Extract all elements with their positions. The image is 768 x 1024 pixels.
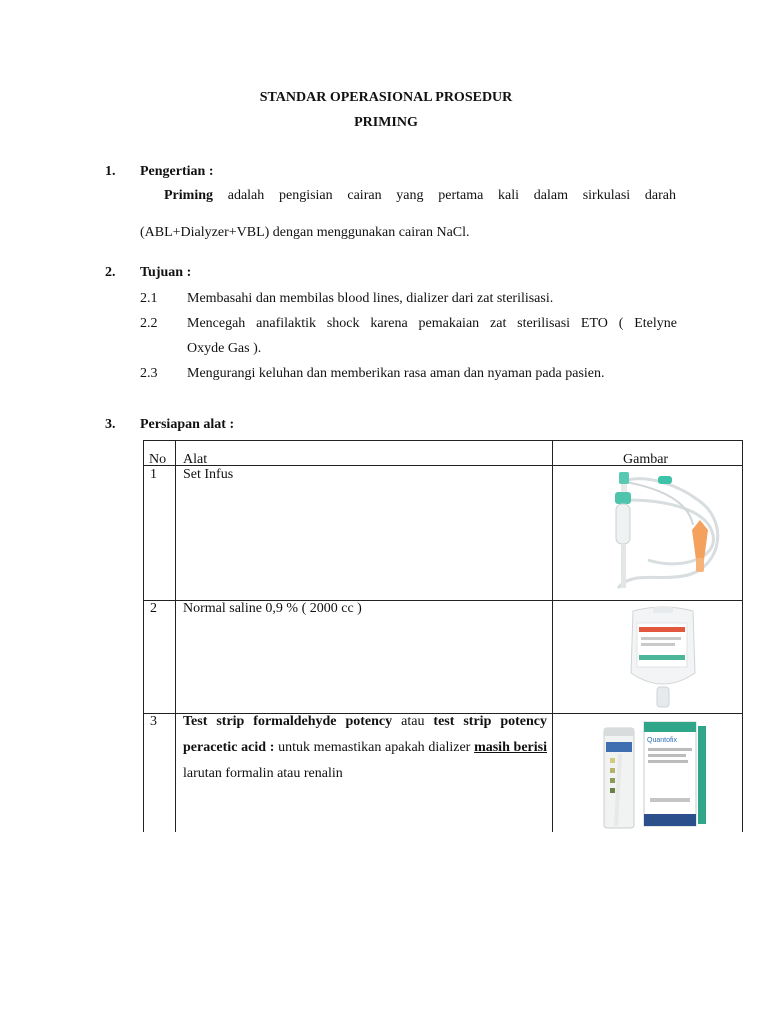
test-strip-image bbox=[598, 718, 708, 830]
definition-paragraph-line-1 bbox=[164, 188, 676, 204]
table-row-item bbox=[183, 709, 547, 787]
table-row-item: Set Infus bbox=[183, 467, 234, 482]
table-row-number: 3 bbox=[150, 714, 157, 729]
section-3-title: Persiapan alat : bbox=[140, 417, 235, 432]
table-row-item: Normal saline 0,9 % ( 2000 cc ) bbox=[183, 601, 362, 616]
table-border bbox=[742, 440, 743, 832]
document-subtitle: PRIMING bbox=[354, 115, 418, 130]
section-2-number: 2. bbox=[105, 265, 116, 280]
table-header-gambar: Gambar bbox=[623, 452, 669, 467]
table-border bbox=[175, 440, 176, 832]
equipment-table bbox=[143, 440, 743, 832]
definition-paragraph-line-2: (ABL+Dialyzer+VBL) dengan menggunakan cairan NaCl. bbox=[140, 225, 470, 240]
purpose-end-text: larutan formalin atau renalin bbox=[183, 766, 343, 781]
infusion-set-icon bbox=[588, 470, 738, 598]
table-row-number: 2 bbox=[150, 601, 157, 616]
table-border bbox=[143, 440, 144, 832]
saline-bag-icon bbox=[623, 603, 703, 711]
document-title: STANDAR OPERASIONAL PROSEDUR bbox=[259, 90, 513, 105]
goal-item-text: Mencegah anafilaktik shock karena pemakaian zat sterilisasi ETO ( Etelyne bbox=[187, 316, 677, 331]
section-2-title: Tujuan : bbox=[140, 265, 192, 280]
goal-item-text: Mengurangi keluhan dan memberikan rasa aman dan nyaman pada pasien. bbox=[187, 366, 605, 381]
section-1-number: 1. bbox=[105, 164, 116, 179]
goal-item-number: 2.3 bbox=[140, 366, 158, 381]
test-strip-peracetic-text: test strip potency peracetic acid : bbox=[183, 714, 547, 755]
table-header-alat: Alat bbox=[183, 452, 208, 467]
goal-item-text-continued: Oxyde Gas ). bbox=[187, 341, 262, 356]
test-strip-label: Quantofix bbox=[647, 737, 677, 744]
purpose-text: untuk memastikan apakah dializer bbox=[274, 740, 475, 755]
infusion-set-image bbox=[588, 470, 738, 598]
table-border bbox=[552, 440, 553, 832]
connector-text: atau bbox=[392, 714, 434, 729]
section-3-number: 3. bbox=[105, 417, 116, 432]
goal-item-text: Membasahi dan membilas blood lines, dializer dari zat sterilisasi. bbox=[187, 291, 554, 306]
table-row-number: 1 bbox=[150, 467, 157, 482]
table-border bbox=[143, 440, 743, 441]
masih-berisi-text: masih berisi bbox=[474, 740, 547, 755]
definition-text: adalah pengisian cairan yang pertama kali dalam sirkulasi darah bbox=[213, 188, 676, 203]
goal-item-number: 2.1 bbox=[140, 291, 158, 306]
table-header-no: No bbox=[149, 452, 167, 467]
section-1-title: Pengertian : bbox=[140, 164, 214, 179]
test-strip-icon bbox=[598, 718, 708, 830]
test-strip-formaldehyde-text: Test strip formaldehyde potency bbox=[183, 714, 393, 729]
saline-bag-image bbox=[623, 603, 703, 711]
definition-term: Priming bbox=[164, 188, 213, 203]
goal-item-number: 2.2 bbox=[140, 316, 158, 331]
